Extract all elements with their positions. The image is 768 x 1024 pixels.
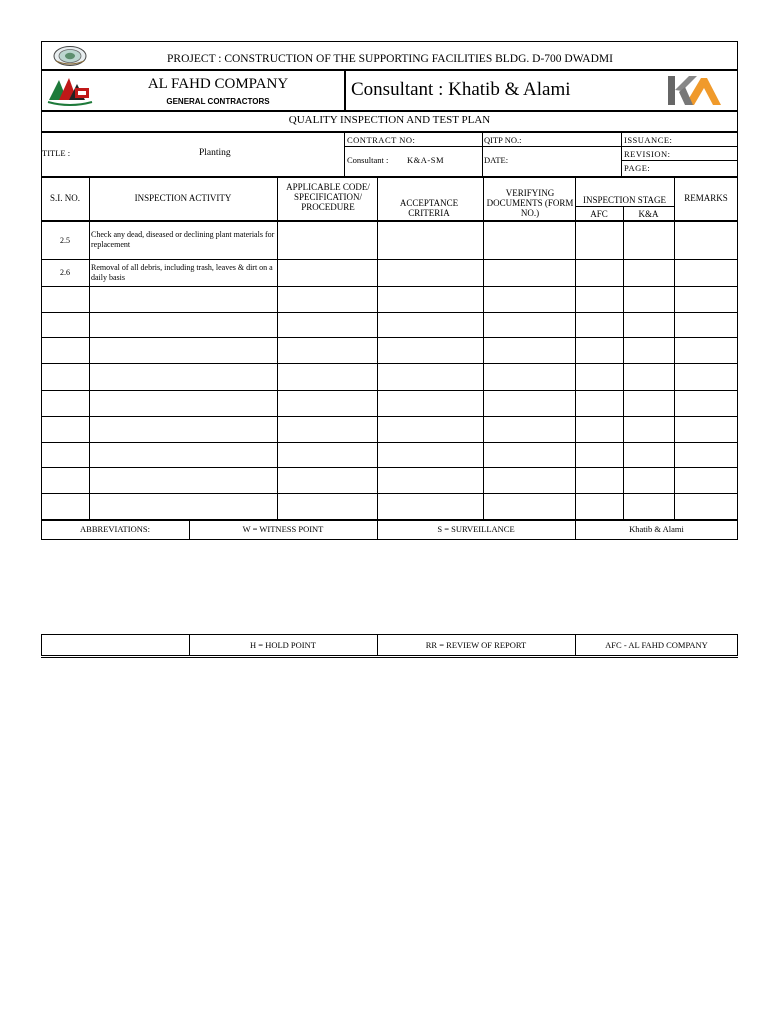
column-header-sno: S.I. NO. (49, 193, 80, 203)
ka-logo-icon (665, 74, 723, 107)
revision-label: REVISION: (624, 149, 671, 159)
khatib-alami-legend: Khatib & Alami (629, 524, 684, 534)
government-emblem-icon (52, 45, 88, 67)
table-row-activity: Check any dead, diseased or declining plant materials for replacement (91, 230, 275, 249)
project-title: PROJECT : CONSTRUCTION OF THE SUPPORTING FACILITIES BLDG. D-700 DWADMI (167, 53, 613, 65)
column-header-ka: K&A (638, 209, 659, 219)
company-name: AL FAHD COMPANY (147, 76, 289, 92)
review-of-report-legend: RR = REVIEW OF REPORT (425, 640, 527, 650)
title-label: TITLE : (42, 148, 71, 158)
witness-point-legend: W = WITNESS POINT (242, 524, 324, 534)
consultant-title: Consultant : Khatib & Alami (351, 79, 571, 100)
al-fahd-logo-icon (47, 74, 93, 106)
afc-legend: AFC - AL FAHD COMPANY (605, 640, 708, 650)
contract-no-label: CONTRACT NO: (347, 135, 416, 145)
column-header-code: APPLICABLE CODE/ SPECIFICATION/ PROCEDURE (286, 182, 370, 212)
table-row-sno: 2.5 (60, 236, 70, 245)
column-header-remarks: REMARKS (684, 193, 728, 203)
hold-point-legend: H = HOLD POINT (250, 640, 316, 650)
date-label: DATE: (484, 155, 509, 165)
consultant-code: K&A-SM (407, 155, 445, 165)
issuance-label: ISSUANCE: (624, 135, 673, 145)
surveillance-legend: S = SURVEILLANCE (437, 524, 515, 534)
qitp-no-label: QITP NO.: (484, 135, 522, 145)
table-row-sno: 2.6 (60, 268, 70, 277)
column-header-verifying: VERIFYING DOCUMENTS (FORM NO.) (486, 188, 574, 218)
column-header-acceptance: ACCEPTANCE CRITERIA (399, 198, 459, 218)
company-subtitle: GENERAL CONTRACTORS (166, 97, 270, 106)
abbreviations-label: ABBREVIATIONS: (80, 524, 150, 534)
column-header-inspection-stage: INSPECTION STAGE (582, 195, 667, 205)
table-row-activity: Removal of all debris, including trash, leaves & dirt on a daily basis (91, 263, 273, 282)
page-label: PAGE: (624, 163, 651, 173)
title-value: Planting (199, 148, 231, 158)
column-header-afc: AFC (590, 209, 608, 219)
consultant-label: Consultant : (347, 155, 389, 165)
plan-title: QUALITY INSPECTION AND TEST PLAN (288, 114, 491, 126)
column-header-activity: INSPECTION ACTIVITY (134, 193, 232, 203)
